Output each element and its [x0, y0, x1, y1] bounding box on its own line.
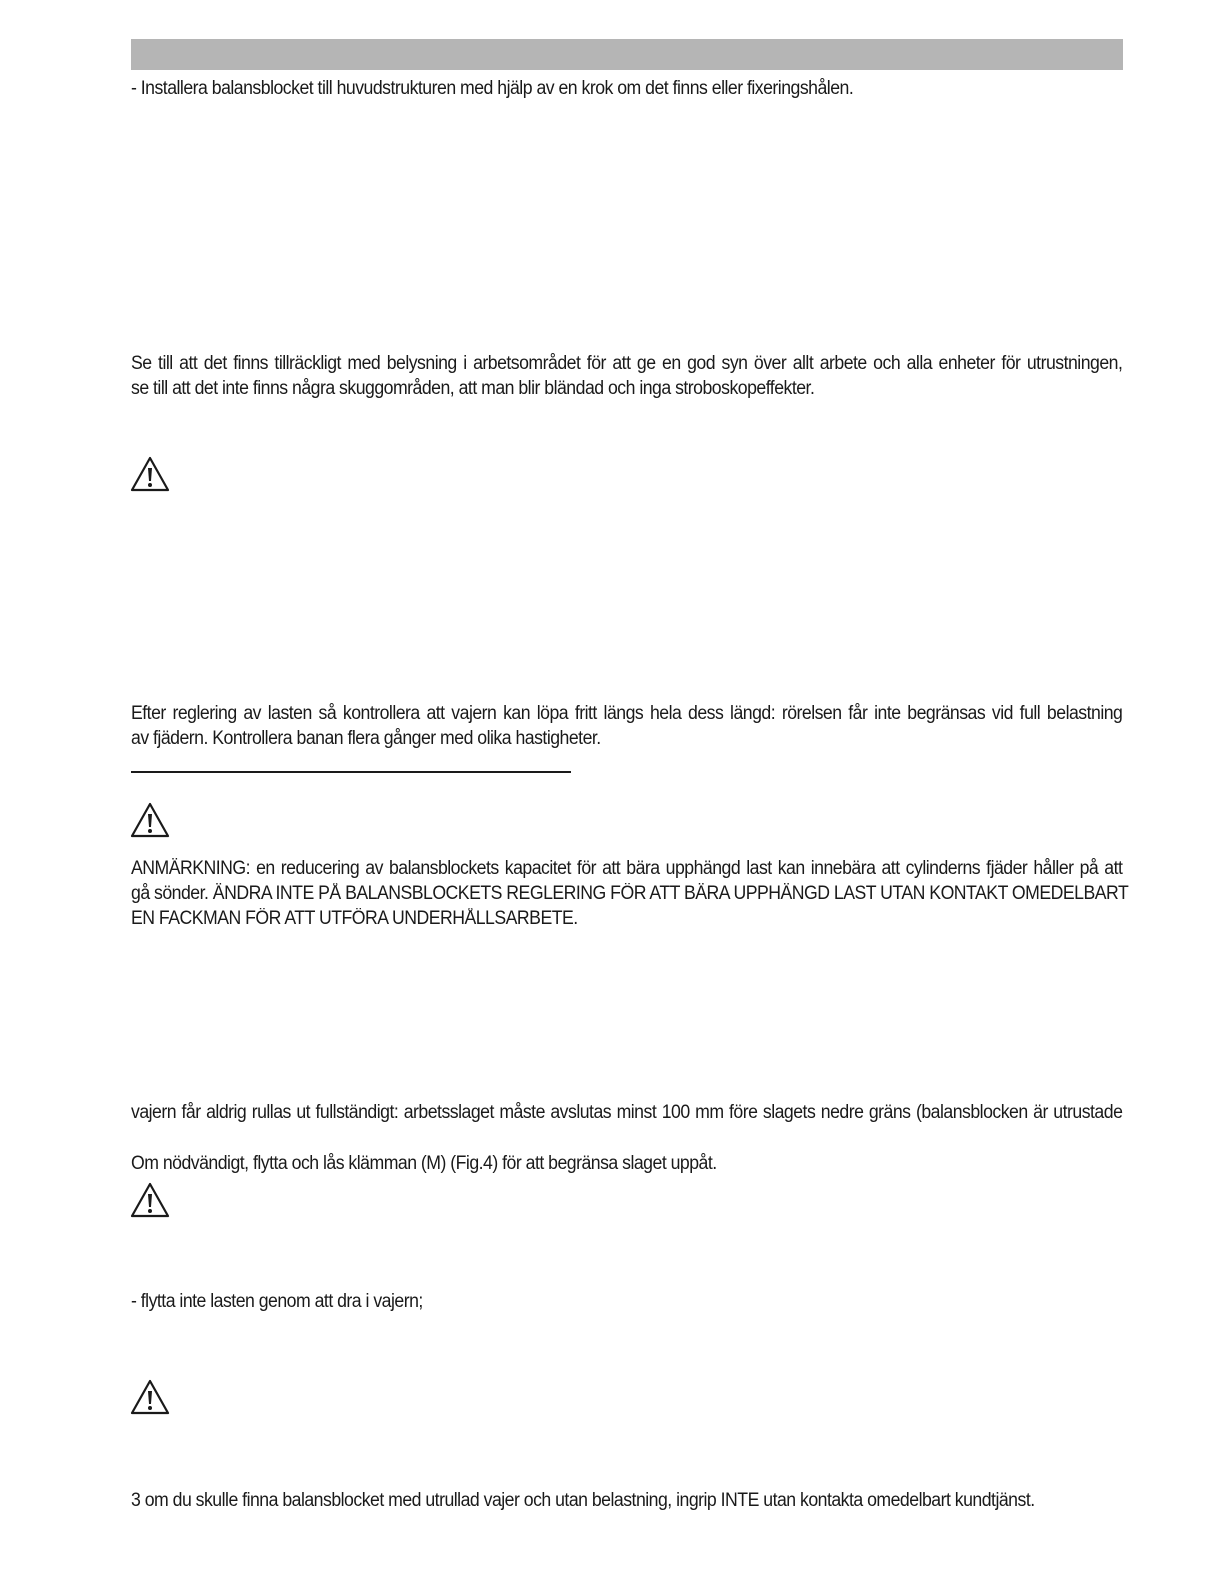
note-text-line-3: EN FACKMAN FÖR ATT UTFÖRA UNDERHÅLLSARBETE.	[131, 908, 578, 929]
adjustment-text-line-2: av fjädern. Kontrollera banan flera gånger med olika hastigheter.	[131, 728, 601, 749]
note-text-line-1: ANMÄRKNING: en reducering av balansblockets kapacitet för att bära upphängd last kan innebära att cylinderns fjäder håller på att	[131, 858, 1123, 879]
warning-icon	[129, 801, 171, 839]
section-header-bar	[131, 39, 1123, 70]
adjustment-text-line-1: Efter reglering av lasten så kontrollera att vajern kan löpa fritt längs hela dess längd: rörelsen får inte begränsas vid full belastning	[131, 703, 1123, 724]
stroke-text-line-1: vajern får aldrig rullas ut fullständigt: arbetsslaget måste avslutas minst 100 mm före slagets nedre gräns (balansblocken är utrustade	[131, 1102, 1123, 1123]
handling-text: - flytta inte lasten genom att dra i vajern;	[131, 1291, 423, 1312]
note-text-line-2: gå sönder. ÄNDRA INTE PÅ BALANSBLOCKETS REGLERING FÖR ATT BÄRA UPPHÄNGD LAST UTAN KONTAKT OMEDELBART	[131, 883, 1129, 904]
service-text: 3 om du skulle finna balansblocket med utrullad vajer och utan belastning, ingrip INTE utan kontakta omedelbart kundtjänst.	[131, 1490, 1035, 1511]
lighting-text-line-2: se till att det inte finns några skuggområden, att man blir bländad och inga stroboskopeffekter.	[131, 378, 815, 399]
warning-icon	[129, 1378, 171, 1416]
section-divider	[131, 771, 571, 773]
warning-icon	[129, 455, 171, 493]
stroke-text-line-2: Om nödvändigt, flytta och lås klämman (M) (Fig.4) för att begränsa slaget uppåt.	[131, 1153, 717, 1174]
warning-icon	[129, 1181, 171, 1219]
install-text: - Installera balansblocket till huvudstrukturen med hjälp av en krok om det finns eller fixeringshålen.	[131, 78, 854, 99]
lighting-text-line-1: Se till att det finns tillräckligt med belysning i arbetsområdet för att ge en god syn över allt arbete och alla enheter för utrustningen,	[131, 353, 1123, 374]
